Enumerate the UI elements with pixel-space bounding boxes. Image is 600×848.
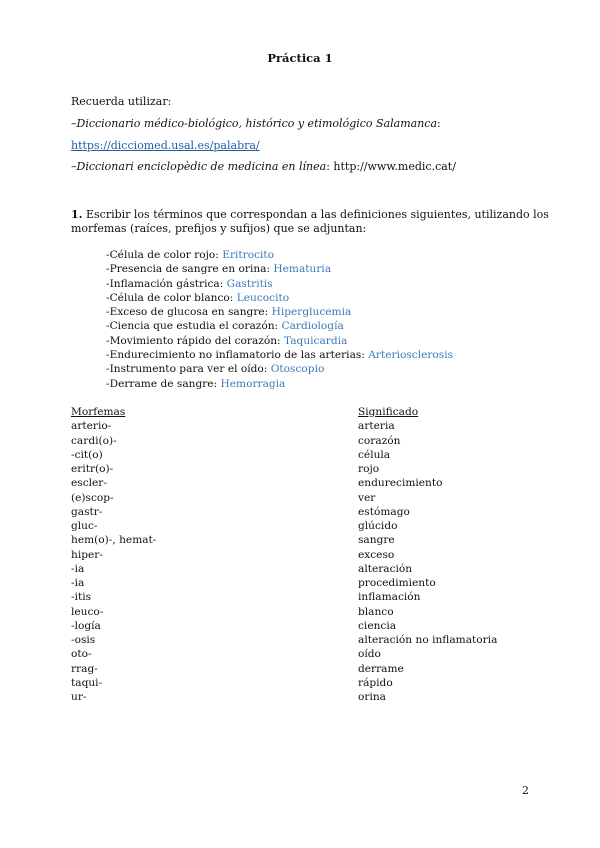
meaning-item: célula bbox=[358, 448, 391, 461]
meaning-item: estómago bbox=[358, 505, 410, 518]
page-number: 2 bbox=[522, 784, 529, 797]
morpheme-item: oto- bbox=[71, 648, 92, 661]
morpheme-item: arterio- bbox=[71, 420, 112, 433]
morpheme-item: -osis bbox=[71, 634, 96, 646]
definition-item bbox=[106, 305, 453, 319]
page-title: Práctica 1 bbox=[267, 51, 333, 65]
definition-item bbox=[106, 319, 453, 333]
definition-item bbox=[106, 248, 453, 262]
definition-answer: Leucocito bbox=[236, 291, 290, 304]
morpheme-item: eritr(o)- bbox=[71, 463, 114, 475]
definition-answer: Hemorragia bbox=[220, 377, 286, 390]
morphemes-column bbox=[71, 405, 156, 704]
dicciomed-link[interactable]: https://dicciomed.usal.es/palabra/ bbox=[71, 139, 260, 152]
morpheme-item: rrag- bbox=[71, 662, 98, 675]
morphemes-header: Morfemas bbox=[71, 406, 126, 418]
meaning-item: exceso bbox=[358, 548, 395, 561]
meaning-item: rojo bbox=[358, 463, 380, 475]
morpheme-item: gluc- bbox=[71, 520, 98, 532]
definition-item bbox=[106, 348, 453, 362]
exercise-instruction-line2: morfemas (raíces, prefijos y sufijos) que se adjuntan: bbox=[71, 222, 367, 235]
exercise-instruction bbox=[71, 208, 549, 221]
morpheme-item: -cit(o) bbox=[71, 448, 103, 461]
intro-label: Recuerda utilizar: bbox=[71, 95, 172, 108]
definition-text: -Derrame de sangre: bbox=[106, 377, 221, 390]
reference-salamanca-link-line bbox=[71, 139, 260, 152]
meaning-item: rápido bbox=[358, 676, 393, 689]
definition-item bbox=[106, 291, 453, 305]
morpheme-item: hem(o)-, hemat- bbox=[71, 534, 157, 547]
exercise-instruction-line1: Escribir los términos que correspondan a las definiciones siguientes, utilizando los bbox=[82, 208, 549, 221]
morpheme-item: ur- bbox=[71, 691, 87, 703]
morpheme-item: cardi(o)- bbox=[71, 434, 117, 447]
reference-medic-prefix: – bbox=[71, 160, 77, 173]
meaning-item: blanco bbox=[358, 605, 394, 618]
meaning-item: sangre bbox=[358, 534, 395, 547]
meaning-item: oído bbox=[358, 648, 381, 661]
definition-answer: Otoscopio bbox=[270, 363, 325, 376]
reference-medic bbox=[71, 160, 456, 173]
reference-salamanca bbox=[71, 117, 441, 130]
morpheme-item: taqui- bbox=[71, 676, 103, 689]
meaning-item: alteración bbox=[358, 562, 413, 575]
reference-medic-title: Diccionari enciclopèdic de medicina en línea bbox=[76, 160, 327, 173]
definition-text: -Exceso de glucosa en sangre: bbox=[106, 306, 272, 319]
definition-item bbox=[106, 334, 453, 348]
definition-text: -Movimiento rápido del corazón: bbox=[106, 334, 284, 347]
definition-answer: Taquicardia bbox=[284, 334, 348, 347]
definition-answer: Gastritis bbox=[226, 277, 273, 290]
definition-item bbox=[106, 362, 453, 376]
meaning-item: inflamación bbox=[358, 591, 421, 604]
meaning-item: procedimiento bbox=[358, 577, 436, 589]
meaning-item: orina bbox=[358, 691, 386, 703]
morpheme-item: (e)scop- bbox=[71, 491, 114, 504]
meaning-item: alteración no inflamatoria bbox=[358, 634, 498, 646]
meanings-column bbox=[358, 405, 497, 704]
definition-answer: Hematuria bbox=[273, 263, 332, 276]
meaning-item: ver bbox=[358, 491, 376, 504]
morpheme-item: -ia bbox=[71, 577, 85, 589]
meaning-item: corazón bbox=[358, 434, 401, 447]
definition-list bbox=[106, 248, 453, 391]
morpheme-item: -ia bbox=[71, 562, 85, 575]
meaning-item: ciencia bbox=[358, 619, 397, 632]
meaning-item: arteria bbox=[358, 420, 395, 433]
morpheme-item: hiper- bbox=[71, 548, 103, 561]
definition-text: -Célula de color blanco: bbox=[106, 291, 237, 304]
meaning-item: endurecimiento bbox=[358, 477, 443, 490]
morpheme-item: -itis bbox=[71, 591, 92, 604]
definition-answer: Hiperglucemia bbox=[271, 306, 352, 319]
definition-text: -Célula de color rojo: bbox=[106, 249, 223, 261]
definition-text: -Inflamación gástrica: bbox=[106, 277, 227, 290]
morpheme-item: -logía bbox=[71, 619, 101, 632]
morpheme-item: gastr- bbox=[71, 505, 103, 518]
reference-salamanca-title: Diccionario médico-biológico, histórico y etimológico Salamanca bbox=[76, 117, 437, 130]
definition-text: -Endurecimiento no inflamatorio de las arterias: bbox=[106, 349, 369, 362]
definition-item bbox=[106, 262, 453, 276]
definition-item bbox=[106, 277, 453, 291]
morpheme-item: escler- bbox=[71, 477, 107, 490]
definition-text: -Presencia de sangre en orina: bbox=[106, 263, 274, 276]
definition-text: -Instrumento para ver el oído: bbox=[106, 363, 271, 376]
meanings-header: Significado bbox=[358, 406, 419, 418]
reference-salamanca-suffix: : bbox=[437, 117, 441, 130]
meaning-item: derrame bbox=[358, 662, 404, 675]
definition-answer: Eritrocito bbox=[222, 249, 275, 261]
morpheme-item: leuco- bbox=[71, 605, 104, 618]
exercise-number: 1. bbox=[71, 208, 83, 221]
reference-salamanca-prefix: – bbox=[71, 117, 77, 130]
reference-medic-url: : http://www.medic.cat/ bbox=[326, 160, 456, 173]
definition-answer: Cardiología bbox=[281, 320, 344, 333]
meaning-item: glúcido bbox=[358, 520, 398, 532]
definition-text: -Ciencia que estudia el corazón: bbox=[106, 320, 282, 333]
definition-answer: Arteriosclerosis bbox=[368, 349, 454, 362]
definition-item bbox=[106, 377, 453, 391]
